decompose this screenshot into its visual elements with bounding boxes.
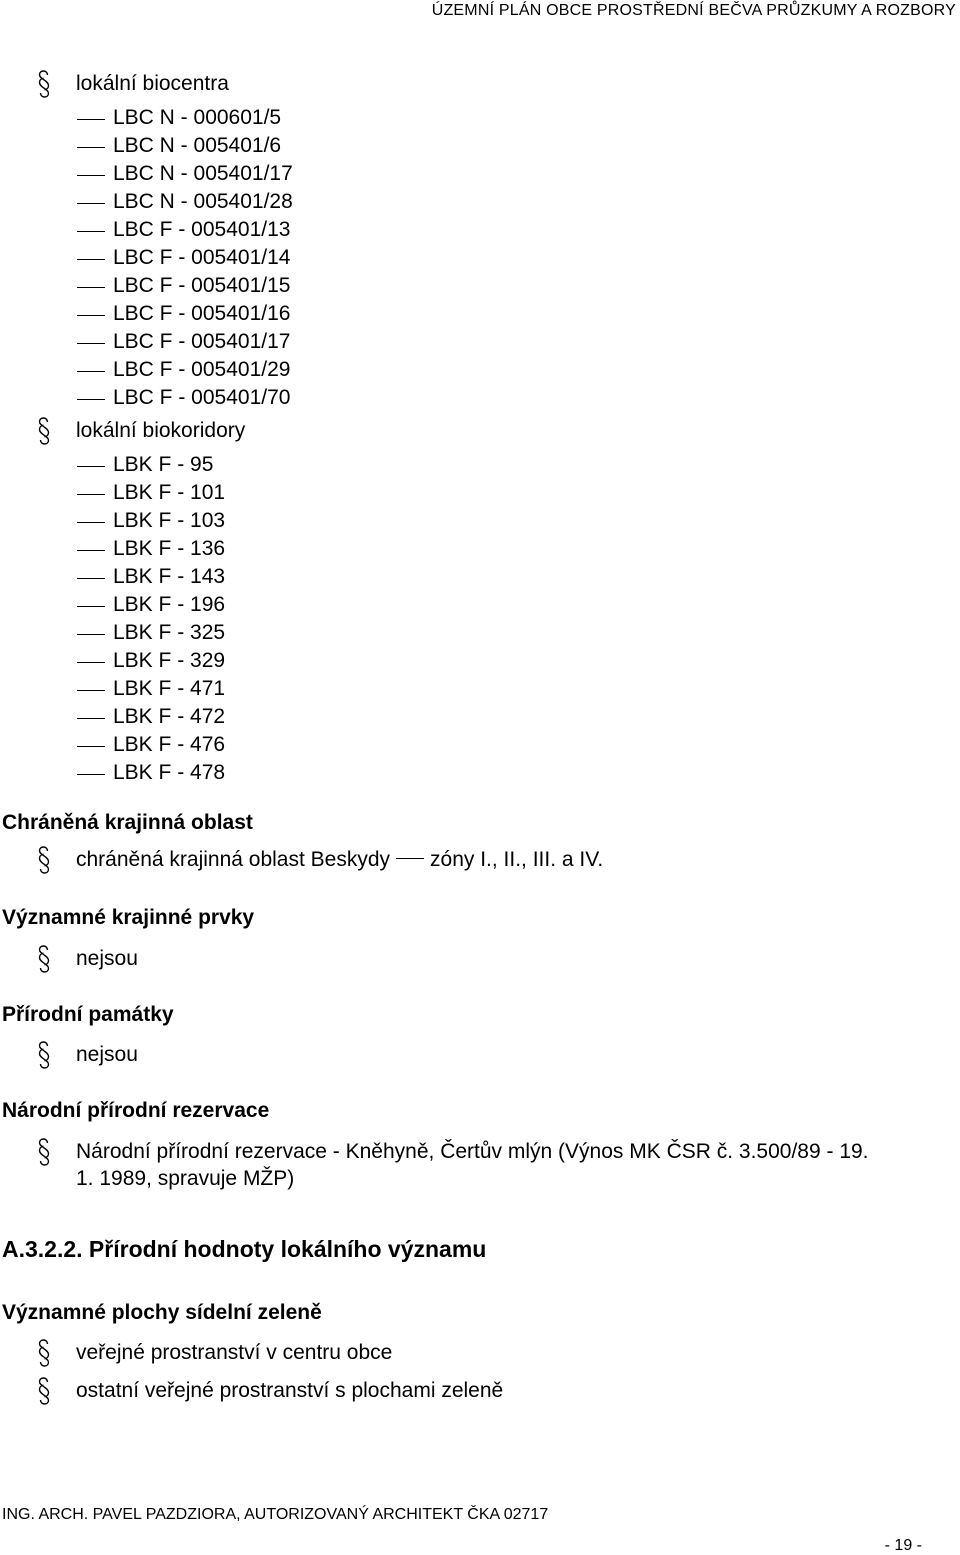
list-item: ostatní veřejné prostranství s plochami zeleně [76,1379,504,1402]
dash-icon [77,606,105,607]
dash-icon [77,466,105,467]
dash-icon [77,203,105,204]
page-number: - 19 - [884,1537,922,1554]
dash-icon [77,119,105,120]
list-label-biocentra: lokální biocentra [76,72,229,95]
section-sign-icon [38,417,50,445]
list-item: veřejné prostranství v centru obce [76,1341,393,1364]
npr-item-line1: Národní přírodní rezervace - Kněhyně, Čertův mlýn (Výnos MK ČSR č. 3.500/89 - 19. [76,1140,869,1163]
heading-npr: Národní přírodní rezervace [2,1099,270,1122]
pp-item: nejsou [76,1043,138,1066]
list-item: LBC N - 005401/28 [113,190,293,213]
list-item: LBK F - 101 [113,481,226,504]
dash-icon [77,231,105,232]
list-item: LBK F - 136 [113,537,226,560]
heading-zelen: Významné plochy sídelní zeleně [2,1301,322,1324]
dash-icon [77,147,105,148]
list-item: LBK F - 472 [113,705,226,728]
dash-icon [77,662,105,663]
dash-icon [77,287,105,288]
list-item: LBC F - 005401/14 [113,246,291,269]
list-item: LBK F - 325 [113,621,226,644]
list-item: LBC F - 005401/13 [113,218,291,241]
list-item: LBK F - 329 [113,649,226,672]
chko-item-zones: zóny I., II., III. a IV. [430,848,604,871]
list-item: LBK F - 476 [113,733,226,756]
dash-icon [77,371,105,372]
chko-item [76,848,603,872]
list-item: LBC N - 000601/5 [113,106,282,129]
dash-icon [77,522,105,523]
list-item: LBC F - 005401/29 [113,358,291,381]
vkp-item: nejsou [76,947,138,970]
section-title: A.3.2.2. Přírodní hodnoty lokálního významu [2,1236,487,1262]
list-item: LBK F - 471 [113,677,226,700]
footer-author: ING. ARCH. PAVEL PAZDZIORA, AUTORIZOVANÝ ARCHITEKT ČKA 02717 [2,1506,549,1523]
list-item: LBK F - 95 [113,453,214,476]
heading-pp: Přírodní památky [2,1003,174,1026]
chko-item-name: chráněná krajinná oblast Beskydy [76,848,391,871]
list-item: LBC F - 005401/15 [113,274,291,297]
dash-icon [77,774,105,775]
page-header: ÚZEMNÍ PLÁN OBCE PROSTŘEDNÍ BEČVA PRŮZKUMY A ROZBORY [431,2,956,19]
list-item: LBC F - 005401/17 [113,330,291,353]
dash-icon [77,175,105,176]
section-sign-icon [38,945,50,973]
dash-icon [77,634,105,635]
heading-chko: Chráněná krajinná oblast [2,811,253,834]
list-item: LBC F - 005401/70 [113,386,291,409]
dash-icon [77,578,105,579]
list-item: LBC N - 005401/6 [113,134,282,157]
npr-item-line2: 1. 1989, spravuje MŽP) [76,1167,295,1190]
dash-icon [77,494,105,495]
list-item: LBK F - 103 [113,509,226,532]
list-item: LBK F - 143 [113,565,226,588]
dash-icon [77,315,105,316]
dash-icon [77,550,105,551]
dash-icon [77,259,105,260]
list-item: LBC F - 005401/16 [113,302,291,325]
dash-icon [77,399,105,400]
section-sign-icon [38,846,50,874]
list-item: LBK F - 478 [113,761,226,784]
dash-icon [77,343,105,344]
dash-icon [77,746,105,747]
list-item: LBC N - 005401/17 [113,162,293,185]
section-sign-icon [38,1339,50,1367]
list-item: LBK F - 196 [113,593,226,616]
list-label-biokoridory: lokální biokoridory [76,419,246,442]
section-sign-icon [38,1138,50,1166]
section-sign-icon [38,70,50,98]
dash-icon [77,718,105,719]
dash-icon [396,858,424,860]
dash-icon [77,690,105,691]
section-sign-icon [38,1041,50,1069]
heading-vkp: Významné krajinné prvky [2,906,255,929]
section-sign-icon [38,1377,50,1405]
